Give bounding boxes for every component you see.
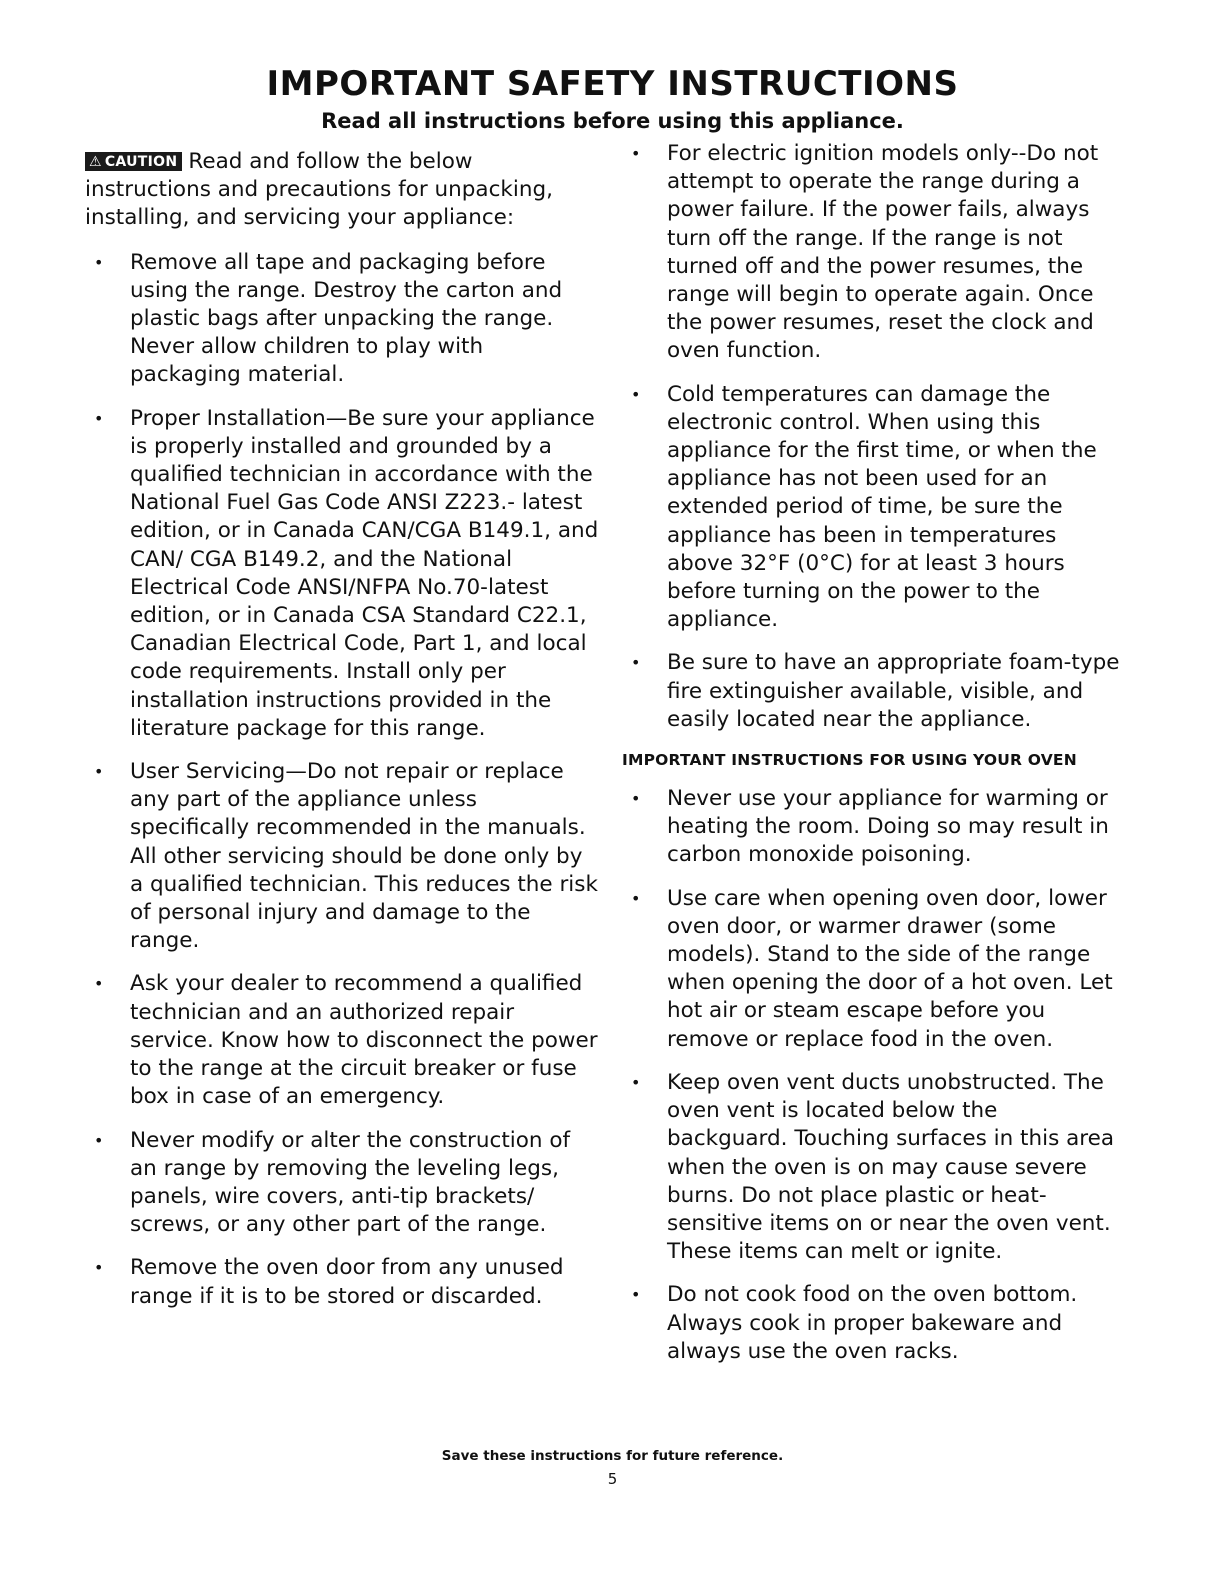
bullet-icon: • bbox=[631, 1285, 641, 1305]
list-item: • Ask your dealer to recommend a qualified technician and an authorized repair service. Know how to disconnect the power to the range at the circuit breaker or fuse box in case of an emergency. bbox=[94, 971, 598, 1110]
list-item: • User Servicing—Do not repair or replace any part of the appliance unless specifically recommended in the manuals. All other servicing should be done only by a qualified technician. This reduces the risk of personal injury and damage to the range. bbox=[94, 759, 598, 954]
page-title: IMPORTANT SAFETY INSTRUCTIONS bbox=[266, 64, 959, 104]
right-bullet-list bbox=[622, 140, 1122, 734]
list-item: • Never modify or alter the construction of an range by removing the leveling legs, panels, wire covers, anti-tip brackets/ screws, or any other part of the range. bbox=[94, 1127, 571, 1238]
oven-bullet-list bbox=[622, 785, 1122, 1366]
warning-triangle-icon: ⚠ bbox=[89, 154, 102, 170]
list-item: • Be sure to have an appropriate foam-type fire extinguisher available, visible, and easily located near the appliance. bbox=[631, 650, 1120, 732]
page-number: 5 bbox=[607, 1470, 618, 1488]
list-item: • Remove the oven door from any unused range if it is to be stored or discarded. bbox=[94, 1255, 564, 1309]
left-bullet-list bbox=[85, 249, 600, 1311]
bullet-icon: • bbox=[94, 252, 104, 272]
list-item: • Remove all tape and packaging before using the range. Destroy the carton and plastic bags after unpacking the range. Never allow children to play with packaging material. bbox=[94, 249, 563, 388]
bullet-icon: • bbox=[94, 974, 104, 994]
bullet-icon: • bbox=[631, 653, 641, 673]
bullet-icon: • bbox=[631, 384, 641, 404]
bullet-icon: • bbox=[94, 1258, 104, 1278]
list-item: • Proper Installation—Be sure your appliance is properly installed and grounded by a qualified technician in accordance with the National Fuel Gas Code ANSI Z223.- latest edition, or in Canada CAN/CGA B149.1, and CAN/ CGA B149.2, and the National Electrical Code ANSI/NFPA No.70-latest edition, or in Canada CSA Standard C22.1, Canadian Electrical Code, Part 1, and local code requirements. Install only per installation instructions provided in the literature package for this range. bbox=[94, 405, 599, 741]
bullet-icon: • bbox=[94, 1130, 104, 1150]
oven-section-heading: IMPORTANT INSTRUCTIONS FOR USING YOUR OVEN bbox=[622, 751, 1077, 770]
list-item: • For electric ignition models only--Do not attempt to operate the range during a power failure. If the power fails, always turn off the range. If the range is not turned off and the power resumes, the range will begin to operate again. Once the power resumes, reset the clock and oven function. bbox=[631, 141, 1099, 364]
caution-intro-text: Read and follow the below instructions and precautions for unpacking, installing, and servicing your appliance: bbox=[85, 149, 553, 231]
bullet-icon: • bbox=[94, 408, 104, 428]
caution-badge bbox=[85, 152, 182, 171]
list-item: • Keep oven vent ducts unobstructed. The oven vent is located below the backguard. Touching surfaces in this area when the oven is on may cause severe burns. Do not place plastic or heat-sensitive items on or near the oven vent. These items can melt or ignite. bbox=[631, 1069, 1115, 1265]
list-item: • Do not cook food on the oven bottom. Always cook in proper bakeware and always use the oven racks. bbox=[631, 1282, 1078, 1364]
list-item: • Cold temperatures can damage the electronic control. When using this appliance for the first time, or when the appliance has not been used for an extended period of time, be sure the appliance has been in temperatures above 32°F (0°C) for at least 3 hours before turning on the power to the appliance. bbox=[631, 381, 1097, 633]
list-item: • Never use your appliance for warming or heating the room. Doing so may result in carbon monoxide poisoning. bbox=[631, 786, 1109, 868]
bullet-icon: • bbox=[94, 762, 104, 782]
caution-badge-label: CAUTION bbox=[104, 154, 178, 170]
left-column bbox=[85, 148, 600, 1326]
bullet-icon: • bbox=[631, 144, 641, 163]
bullet-icon: • bbox=[631, 1072, 641, 1092]
page-subtitle: Read all instructions before using this appliance. bbox=[321, 109, 904, 133]
caution-intro bbox=[85, 148, 600, 233]
footer-note: Save these instructions for future reference. bbox=[441, 1448, 784, 1464]
list-item: • Use care when opening oven door, lower oven door, or warmer drawer (some models). Stand to the side of the range when opening the door of a hot oven. Let hot air or steam escape before you remove or replace food in the oven. bbox=[631, 885, 1113, 1052]
right-column bbox=[622, 140, 1122, 1381]
bullet-icon: • bbox=[631, 789, 641, 809]
bullet-icon: • bbox=[631, 888, 641, 908]
